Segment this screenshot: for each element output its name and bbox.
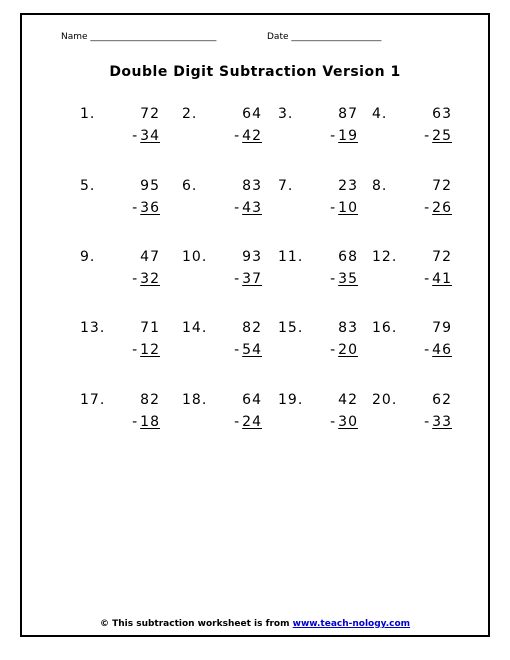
minuend: 64 (242, 392, 262, 408)
subtrahend-line (330, 271, 358, 287)
problem-number: 4. (372, 106, 388, 122)
subtrahend: 36 (140, 200, 160, 216)
minus-sign: - (132, 128, 139, 144)
minus-sign: - (132, 414, 139, 430)
subtrahend-line (424, 414, 452, 430)
minus-sign: - (424, 200, 431, 216)
problem-number: 13. (80, 320, 106, 336)
minus-sign: - (424, 271, 431, 287)
subtrahend: 41 (432, 271, 452, 287)
minuend: 82 (140, 392, 160, 408)
subtrahend-line (132, 128, 160, 144)
problem-number: 17. (80, 392, 106, 408)
subtrahend: 54 (242, 342, 262, 358)
minus-sign: - (424, 128, 431, 144)
minuend: 63 (432, 106, 452, 122)
minus-sign: - (234, 128, 241, 144)
problem-number: 10. (182, 249, 208, 265)
minuend: 23 (338, 178, 358, 194)
subtrahend: 12 (140, 342, 160, 358)
subtrahend: 25 (432, 128, 452, 144)
subtrahend: 24 (242, 414, 262, 430)
minuend: 42 (338, 392, 358, 408)
problem-number: 18. (182, 392, 208, 408)
name-field: Name ____________________________ (61, 32, 217, 42)
date-field: Date ____________________ (267, 32, 382, 42)
subtrahend-line (234, 128, 262, 144)
minuend: 83 (338, 320, 358, 336)
subtrahend-line (234, 342, 262, 358)
subtrahend: 34 (140, 128, 160, 144)
minuend: 72 (432, 178, 452, 194)
subtrahend: 42 (242, 128, 262, 144)
subtrahend: 19 (338, 128, 358, 144)
minus-sign: - (424, 414, 431, 430)
worksheet-page (20, 13, 490, 637)
minus-sign: - (234, 271, 241, 287)
minus-sign: - (234, 342, 241, 358)
minus-sign: - (132, 342, 139, 358)
subtrahend-line (330, 414, 358, 430)
worksheet-title: Double Digit Subtraction Version 1 (109, 64, 401, 80)
subtrahend: 35 (338, 271, 358, 287)
problem-number: 7. (278, 178, 294, 194)
subtrahend-line (234, 271, 262, 287)
problem-number: 9. (80, 249, 96, 265)
problem-number: 5. (80, 178, 96, 194)
problem-number: 15. (278, 320, 304, 336)
minus-sign: - (330, 342, 337, 358)
subtrahend: 43 (242, 200, 262, 216)
minus-sign: - (330, 271, 337, 287)
subtrahend-line (132, 200, 160, 216)
footer-text: © This subtraction worksheet is from (99, 619, 293, 629)
subtrahend-line (330, 200, 358, 216)
subtrahend-line (424, 128, 452, 144)
minuend: 47 (140, 249, 160, 265)
minus-sign: - (234, 414, 241, 430)
subtrahend: 10 (338, 200, 358, 216)
subtrahend-line (132, 271, 160, 287)
problem-number: 12. (372, 249, 398, 265)
subtrahend: 46 (432, 342, 452, 358)
problem-number: 19. (278, 392, 304, 408)
minuend: 83 (242, 178, 262, 194)
subtrahend: 20 (338, 342, 358, 358)
minuend: 79 (432, 320, 452, 336)
subtrahend-line (424, 342, 452, 358)
subtrahend: 33 (432, 414, 452, 430)
subtrahend-line (234, 200, 262, 216)
minuend: 72 (432, 249, 452, 265)
footer-link[interactable]: www.teach-nology.com (292, 619, 411, 629)
minus-sign: - (330, 414, 337, 430)
minuend: 68 (338, 249, 358, 265)
minuend: 93 (242, 249, 262, 265)
footer (22, 619, 488, 629)
minuend: 64 (242, 106, 262, 122)
subtrahend-line (132, 342, 160, 358)
minuend: 62 (432, 392, 452, 408)
problem-number: 8. (372, 178, 388, 194)
minus-sign: - (330, 200, 337, 216)
problem-number: 11. (278, 249, 304, 265)
subtrahend-line (330, 128, 358, 144)
problem-number: 6. (182, 178, 198, 194)
minuend: 87 (338, 106, 358, 122)
subtrahend: 18 (140, 414, 160, 430)
subtrahend: 32 (140, 271, 160, 287)
problem-number: 1. (80, 106, 96, 122)
subtrahend-line (424, 200, 452, 216)
minus-sign: - (234, 200, 241, 216)
minuend: 82 (242, 320, 262, 336)
subtrahend-line (132, 414, 160, 430)
problem-number: 16. (372, 320, 398, 336)
minuend: 71 (140, 320, 160, 336)
subtrahend: 30 (338, 414, 358, 430)
problem-number: 14. (182, 320, 208, 336)
subtrahend: 37 (242, 271, 262, 287)
subtrahend: 26 (432, 200, 452, 216)
minus-sign: - (132, 271, 139, 287)
subtrahend-line (234, 414, 262, 430)
problem-number: 2. (182, 106, 198, 122)
minus-sign: - (132, 200, 139, 216)
minuend: 95 (140, 178, 160, 194)
minus-sign: - (330, 128, 337, 144)
minus-sign: - (424, 342, 431, 358)
problem-number: 20. (372, 392, 398, 408)
problem-number: 3. (278, 106, 294, 122)
minuend: 72 (140, 106, 160, 122)
subtrahend-line (330, 342, 358, 358)
subtrahend-line (424, 271, 452, 287)
